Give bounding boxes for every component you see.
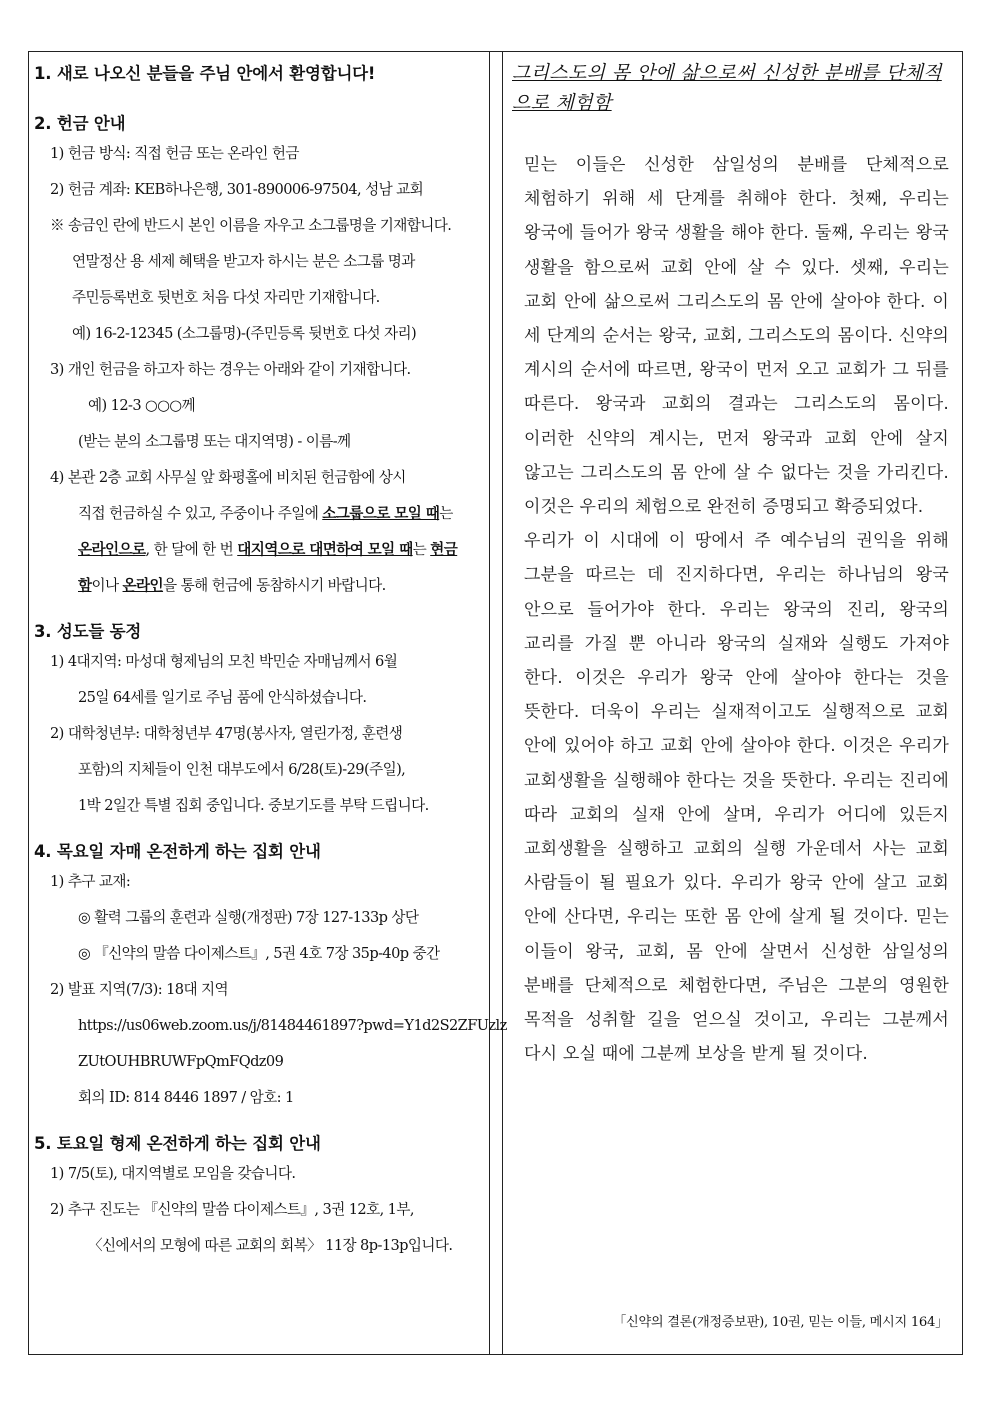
thursday-zoom-link-cont[interactable]: ZUtOUHBRUWFpQmFQdz09 xyxy=(78,1053,284,1070)
section-welcome-title: 1. 새로 나오신 분들을 주님 안에서 환영합니다! xyxy=(34,64,376,83)
message-source: 「신약의 결론(개정증보판), 10권, 믿는 이들, 메시지 164」 xyxy=(613,1315,948,1330)
offering-box-line2: 직접 헌금하실 수 있고, 주중이나 주일에 소그룹으로 모일 때는 xyxy=(78,505,453,522)
section-thursday-title: 4. 목요일 자매 온전하게 하는 집회 안내 xyxy=(34,842,321,861)
message-column xyxy=(512,58,955,1071)
thursday-meeting-id: 회의 ID: 814 8446 1897 / 암호: 1 xyxy=(78,1089,294,1106)
column-divider-left xyxy=(489,51,490,1355)
offering-account: 2) 헌금 계좌: KEB하나은행, 301-890006-97504, 성남 교회 xyxy=(50,181,424,198)
message-body xyxy=(512,148,955,1071)
column-divider-right xyxy=(502,51,503,1355)
section-news-title: 3. 성도들 동정 xyxy=(34,622,142,641)
thursday-material-2: ◎ 『신약의 말씀 다이제스트』, 5권 4호 7장 35p-40p 중간 xyxy=(78,945,440,962)
news-item-2-cont2: 1박 2일간 특별 집회 중입니다. 중보기도를 부탁 드립니다. xyxy=(78,797,429,814)
offering-personal-example: 예) 12-3 ○○○께 xyxy=(88,397,195,414)
section-saturday-title: 5. 토요일 형제 온전하게 하는 집회 안내 xyxy=(34,1134,321,1153)
thursday-region: 2) 발표 지역(7/3): 18대 지역 xyxy=(50,981,228,998)
saturday-item-1: 1) 7/5(토), 대지역별로 모임을 갖습니다. xyxy=(50,1165,296,1182)
offering-personal: 3) 개인 헌금을 하고자 하는 경우는 아래와 같이 기재합니다. xyxy=(50,361,411,378)
offering-box-line4: 함이나 온라인을 통해 헌금에 동참하시기 바랍니다. xyxy=(78,577,386,594)
offering-note: ※ 송금인 란에 반드시 본인 이름을 자우고 소그룹명을 기재합니다. xyxy=(50,217,452,234)
thursday-material: 1) 추구 교재: xyxy=(50,873,131,890)
saturday-item-2-cont: 〈신에서의 모형에 따른 교회의 회복〉 11장 8p-13p입니다. xyxy=(88,1237,453,1254)
news-item-2-cont: 포함)의 지체들이 인천 대부도에서 6/28(토)-29(주일), xyxy=(78,761,406,778)
message-title: 그리스도의 몸 안에 삶으로써 신성한 분배를 단체적으로 체험함 xyxy=(512,62,942,114)
offering-note-id: 주민등록번호 뒷번호 처음 다섯 자리만 기재합니다. xyxy=(72,289,380,306)
message-paragraph-2: 우리가 이 시대에 이 땅에서 주 예수님의 권익을 위해 그분을 따르는 데 진지하다면, 우리는 하나님의 왕국 안으로 들어가야 한다. 우리는 왕국의 진리, 왕국의 교리를 가질 뿐 아니라 왕국의 실재와 실행도 가져야 한다. 이것은 우리가 왕국 안에 살아야 한다는 것을 뜻한다. 더욱이 우리는 실재적이고도 실행적으로 교회 안에 있어야 하고 교회 안에 살아야 한다. 이것은 우리가 교회생활을 실행해야 한다는 것을 뜻한다. 우리는 진리에 따라 교회의 실재 안에 살며, 우리가 어디에 있든지 교회생활을 실행하고 교회의 실행 가운데서 사는 교회 사람들이 될 필요가 있다. 우리가 왕국 안에 살고 교회 안에 산다면, 우리는 또한 몸 안에 살게 될 것이다. 믿는 이들이 왕국, 교회, 몸 안에 살면서 신성한 삼일성의 분배를 단체적으로 체험한다면, 주님은 그분의 영원한 목적을 성취할 길을 얻으실 것이고, 우리는 그분께서 다시 오실 때에 그분께 보상을 받게 될 것이다. xyxy=(524,531,949,1065)
news-item-1-cont: 25일 64세를 일기로 주님 품에 안식하셨습니다. xyxy=(78,689,367,706)
section-offering-title: 2. 헌금 안내 xyxy=(34,114,126,133)
offering-box-line3: 온라인으로, 한 달에 한 번 대지역으로 대면하여 모일 때는 현금 xyxy=(78,541,458,558)
offering-example: 예) 16-2-12345 (소그룹명)-(주민등록 뒷번호 다섯 자리) xyxy=(72,325,417,342)
offering-note-tax: 연말정산 용 세제 혜택을 받고자 하시는 분은 소그룹 명과 xyxy=(72,253,415,270)
offering-method: 1) 헌금 방식: 직접 헌금 또는 온라인 헌금 xyxy=(50,145,299,162)
thursday-zoom-link[interactable]: https://us06web.zoom.us/j/81484461897?pwd=Y1d2S2ZFUzlz xyxy=(78,1017,507,1034)
news-item-2: 2) 대학청년부: 대학청년부 47명(봉사자, 열린가정, 훈련생 xyxy=(50,725,403,742)
saturday-item-2: 2) 추구 진도는 『신약의 말씀 다이제스트』, 3권 12호, 1부, xyxy=(50,1201,414,1218)
thursday-material-1: ◎ 활력 그룹의 훈련과 실행(개정판) 7장 127-133p 상단 xyxy=(78,909,419,926)
announcements-column xyxy=(34,62,507,1264)
offering-personal-format: (받는 분의 소그룹명 또는 대지역명) - 이름-께 xyxy=(78,433,351,450)
news-item-1: 1) 4대지역: 마성대 형제님의 모친 박민순 자매님께서 6월 xyxy=(50,653,398,670)
offering-box: 4) 본관 2층 교회 사무실 앞 화평홀에 비치된 헌금함에 상시 xyxy=(50,469,406,486)
message-paragraph-1: 믿는 이들은 신성한 삼일성의 분배를 단체적으로 체험하기 위해 세 단계를 취해야 한다. 첫째, 우리는 왕국에 들어가 왕국 생활을 해야 한다. 둘째, 우리는 왕국 생활을 함으로써 교회 안에 살 수 있다. 셋째, 우리는 교회 안에 삶으로써 그리스도의 몸 안에 살아야 한다. 이 세 단계의 순서는 왕국, 교회, 그리스도의 몸이다. 신약의 계시의 순서에 따르면, 왕국이 먼저 오고 교회가 그 뒤를 따른다. 왕국과 교회의 결과는 그리스도의 몸이다. 이러한 신약의 계시는, 먼저 왕국과 교회 안에 살지 않고는 그리스도의 몸 안에 살 수 없다는 것을 가리킨다. 이것은 우리의 체험으로 완전히 증명되고 확증되었다. xyxy=(524,155,949,518)
